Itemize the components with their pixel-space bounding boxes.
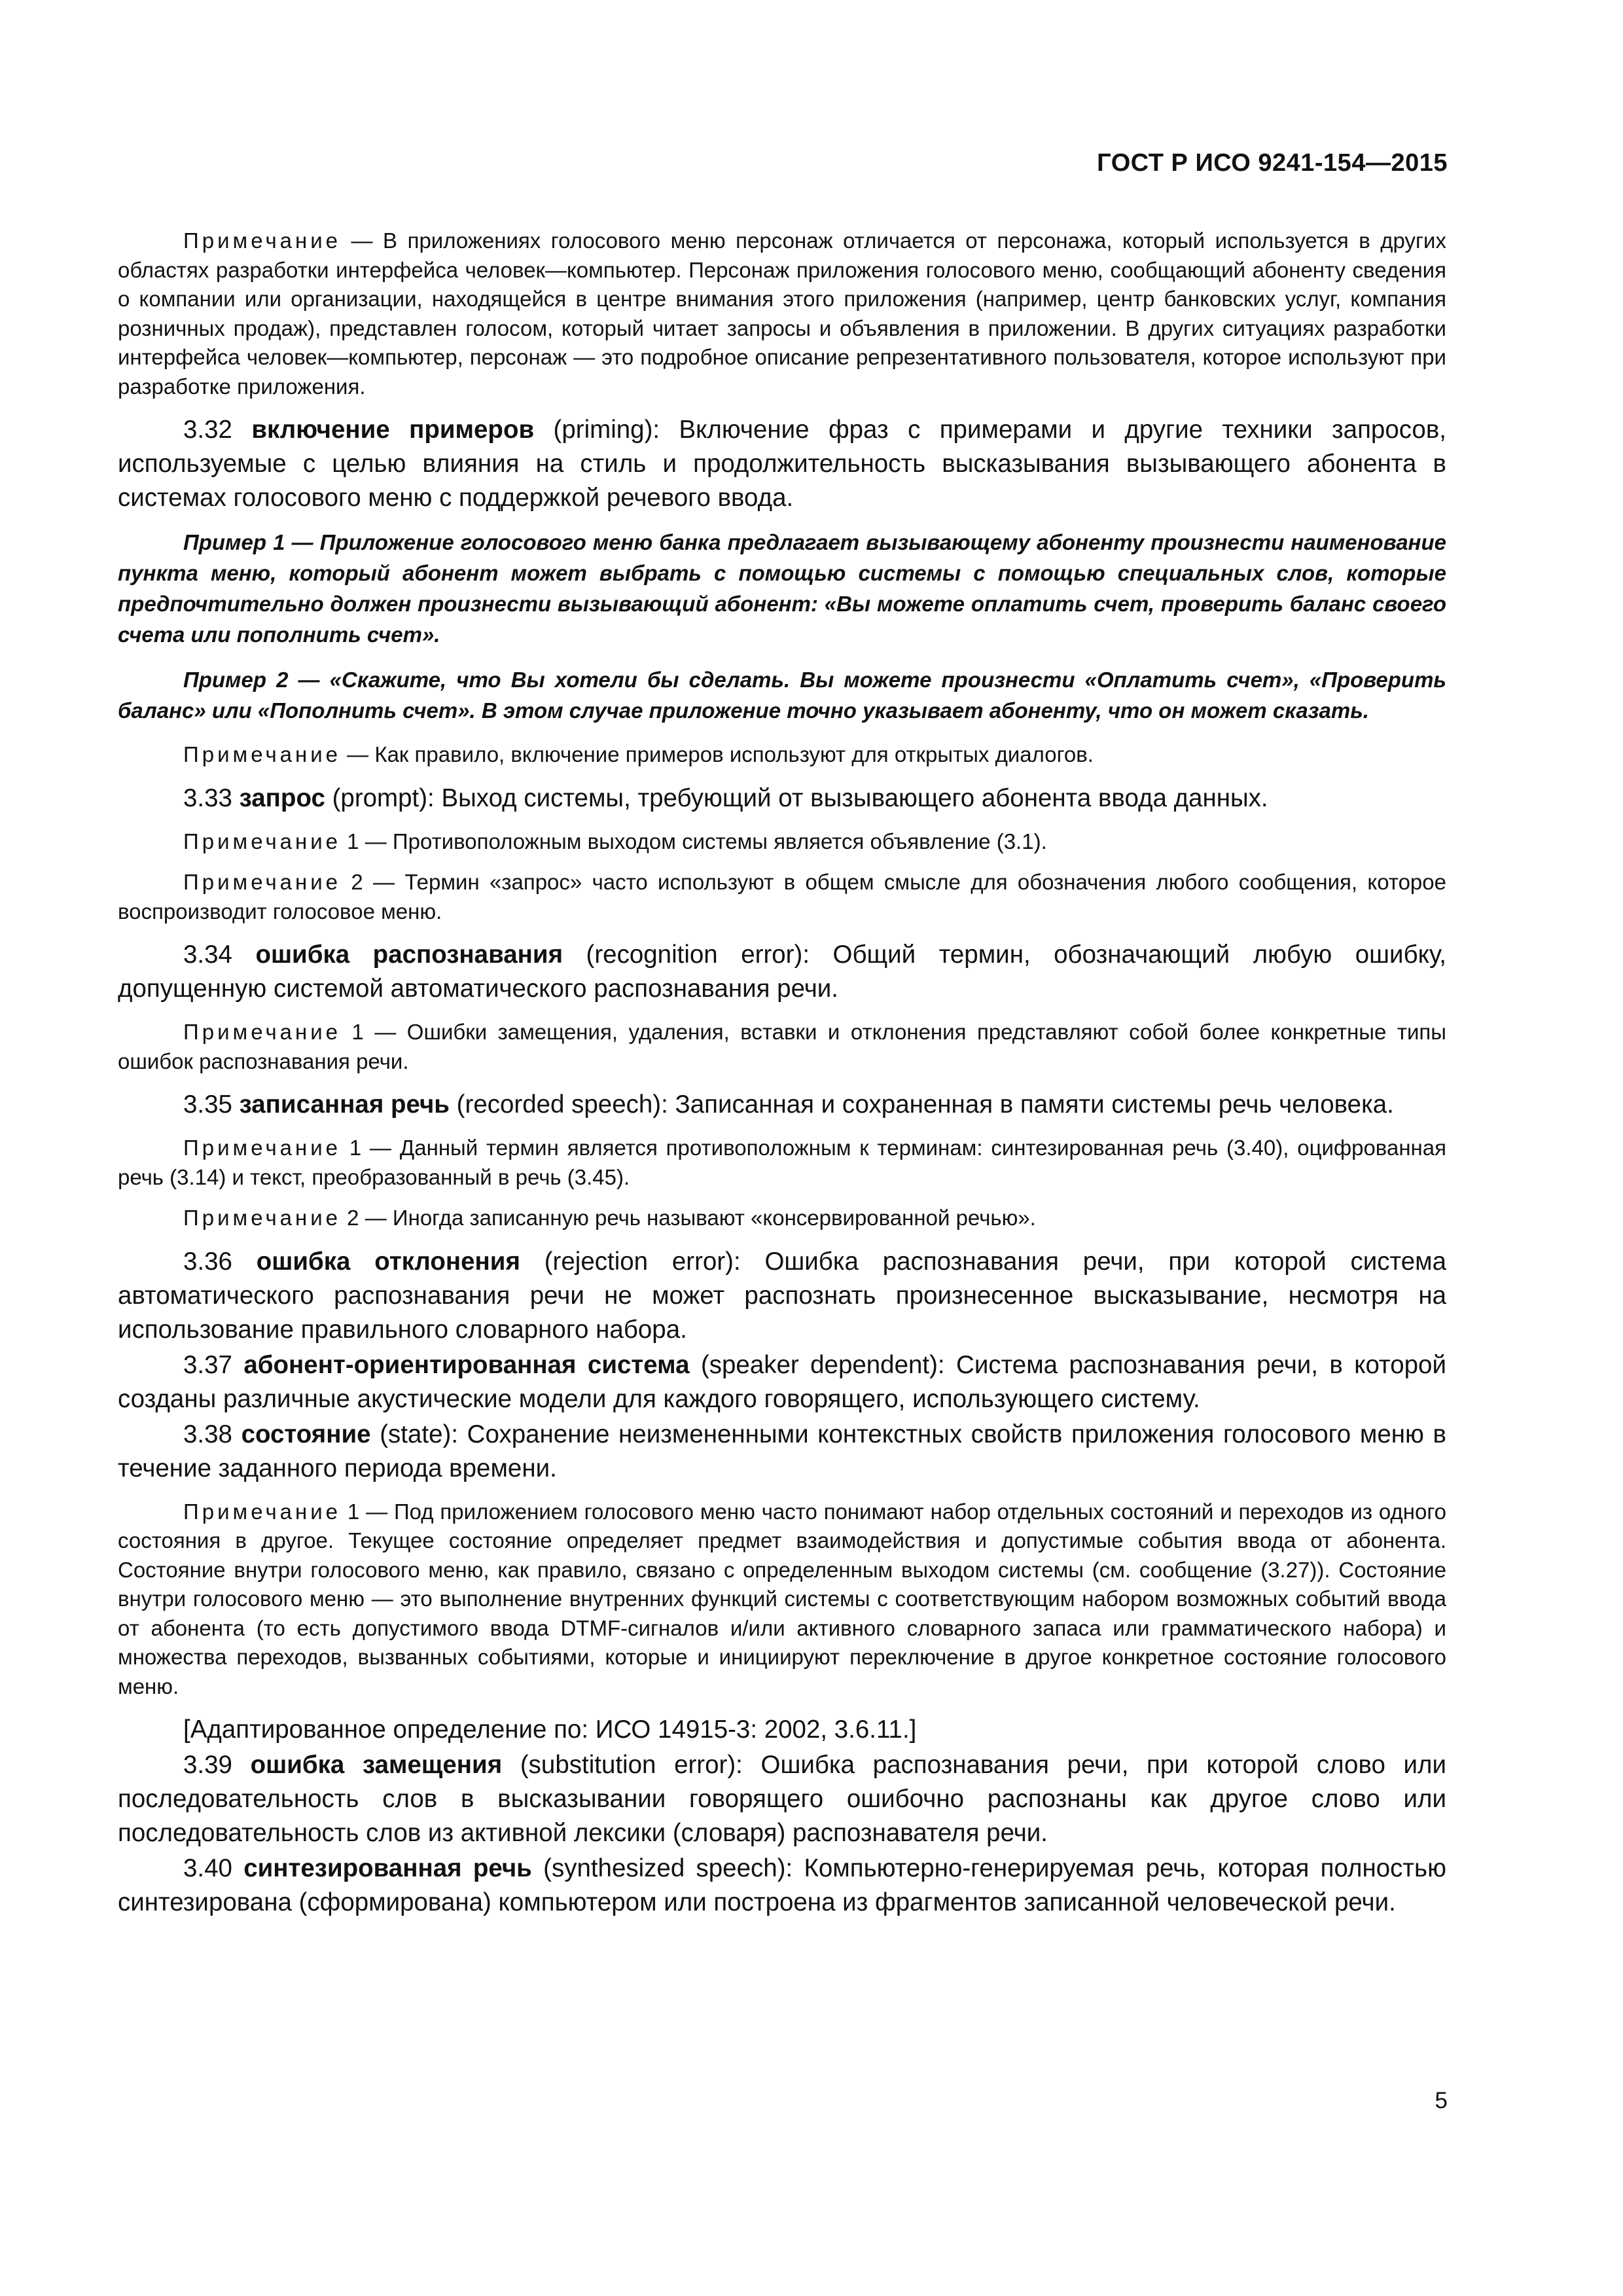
- note-label: Примечание: [183, 1206, 342, 1230]
- note-label: Примечание: [183, 228, 342, 253]
- defined-term: запрос: [239, 783, 325, 812]
- note-paragraph: [118, 740, 1446, 770]
- note-paragraph: [118, 1134, 1446, 1192]
- definition-text: (rejection error): Ошибка распознавания речи, при которой система автоматического распознавания речи не может распознать произнесенное высказывание, несмотря на использование правильного словарного набора.: [118, 1247, 1447, 1344]
- example-paragraph: Пример 1 — Приложение голосового меню банка предлагает вызывающему абоненту произнести наименование пункта меню, который абонент может выбрать с помощью системы с помощью специальных слов, которые предпочтительно должен произнести вызывающий абонент: «Вы можете оплатить счет, проверить баланс своего счета или пополнить счет».: [118, 530, 1446, 647]
- clause-number: 3.37: [183, 1350, 244, 1379]
- defined-term: ошибка отклонения: [256, 1247, 520, 1276]
- clause-number: 3.36: [183, 1247, 257, 1276]
- definition-paragraph: [118, 1348, 1446, 1416]
- defined-term: записанная речь: [239, 1090, 450, 1119]
- note-label: Примечание: [183, 1499, 342, 1524]
- definition-text: [Адаптированное определение по: ИСО 14915-3: 2002, 3.6.11.]: [183, 1715, 917, 1744]
- definition-paragraph: [118, 1852, 1446, 1920]
- defined-term: синтезированная речь: [243, 1854, 532, 1882]
- note-text: — В приложениях голосового меню персонаж отличается от персонажа, который используется в других областях разработки интерфейса человек—компьютер. Персонаж приложения голосового меню, сообщающий абоненту сведения о компании или организации, находящейся в центре внимания этого приложения (например, центр банковских услуг, компания розничных продаж), представлен голосом, который читает запросы и объявления в приложении. В других ситуациях разработки интерфейса человек—компьютер, персонаж — это подробное описание репрезентативного пользователя, которое используют при разработке приложения.: [118, 228, 1446, 399]
- note-text: 1 — Ошибки замещения, удаления, вставки и отклонения представляют собой более конкретные типы ошибок распознавания речи.: [118, 1020, 1446, 1073]
- definition-text: (state): Сохранение неизмененными контекстных свойств приложения голосового меню в течение заданного периода времени.: [118, 1420, 1446, 1482]
- note-label: Примечание: [183, 829, 342, 853]
- defined-term: ошибка распознавания: [255, 941, 563, 969]
- definition-paragraph: [118, 413, 1446, 515]
- note-text: 2 — Термин «запрос» часто используют в общем смысле для обозначения любого сообщения, которое воспроизводит голосовое меню.: [118, 870, 1446, 924]
- definition-text: (synthesized speech): Компьютерно-генерируемая речь, которая полностью синтезирована (сформирована) компьютером или построена из фрагментов записанной человеческой речи.: [118, 1854, 1446, 1916]
- note-text: 1 — Под приложением голосового меню часто понимают набор отдельных состояний и переходов из одного состояния в другое. Текущее состояние определяет предмет взаимодействия и допустимые события ввода от абонента. Состояние внутри голосового меню, как правило, связано с определенным выходом системы (см. сообщение (3.27)). Состояние внутри голосового меню — это выполнение внутренних функций системы с соответствующим набором возможных событий ввода от абонента (то есть допустимого ввода DTMF-сигналов и/или активного словарного запаса или грамматического набора) и множества переходов, вызванных событиями, которые и инициируют переключение в другое конкретное состояние голосового меню.: [118, 1499, 1446, 1698]
- definition-text: (recognition error): Общий термин, обозначающий любую ошибку, допущенную системой автоматического распознавания речи.: [118, 941, 1446, 1003]
- definition-paragraph: [118, 1245, 1446, 1347]
- note-paragraph: [118, 868, 1446, 926]
- note-text: 1 — Противоположным выходом системы является объявление (3.1).: [341, 829, 1047, 853]
- definition-text: (substitution error): Ошибка распознавания речи, при которой слово или последовательность слов в высказывании говорящего ошибочно распознаны как другое слово или последовательность слов из активной лексики (словаря) распознавателя речи.: [118, 1751, 1446, 1847]
- note-text: 1 — Данный термин является противоположным к терминам: синтезированная речь (3.40), оцифрованная речь (3.14) и текст, преобразованный в речь (3.45).: [118, 1136, 1446, 1189]
- defined-term: ошибка замещения: [250, 1751, 503, 1779]
- definition-paragraph: [118, 1418, 1446, 1486]
- note-paragraph: [118, 827, 1446, 857]
- note-paragraph: [118, 226, 1446, 401]
- note-paragraph: [118, 1018, 1446, 1076]
- definition-paragraph: [118, 1748, 1446, 1850]
- defined-term: абонент-ориентированная система: [243, 1350, 690, 1379]
- clause-number: 3.35: [183, 1090, 240, 1119]
- defined-term: включение примеров: [251, 416, 535, 444]
- clause-number: 3.40: [183, 1854, 244, 1882]
- definition-text: (prompt): Выход системы, требующий от вызывающего абонента ввода данных.: [325, 783, 1268, 812]
- clause-number: 3.34: [183, 941, 256, 969]
- note-label: Примечание: [183, 742, 342, 766]
- clause-number: 3.32: [183, 416, 252, 444]
- standard-code-header: ГОСТ Р ИСО 9241-154—2015: [1097, 149, 1448, 177]
- defined-term: состояние: [241, 1420, 371, 1448]
- definition-paragraph: [118, 1713, 1446, 1747]
- note-text: — Как правило, включение примеров используют для открытых диалогов.: [341, 742, 1094, 766]
- example-paragraph: Пример 2 — «Скажите, что Вы хотели бы сделать. Вы можете произнести «Оплатить счет», «Проверить баланс» или «Пополнить счет». В этом случае приложение точно указывает абоненту, что он может сказать.: [118, 668, 1446, 723]
- document-body: [118, 226, 1446, 1921]
- page-number: 5: [1435, 2088, 1448, 2113]
- definition-text: (recorded speech): Записанная и сохраненная в памяти системы речь человека.: [449, 1090, 1394, 1119]
- clause-number: 3.38: [183, 1420, 241, 1448]
- definition-text: (priming): Включение фраз с примерами и другие техники запросов, используемые с целью влияния на стиль и продолжительность высказывания вызывающего абонента в системах голосового меню с поддержкой речевого ввода.: [118, 416, 1446, 512]
- note-paragraph: [118, 1204, 1446, 1233]
- note-label: Примечание: [183, 1020, 342, 1044]
- clause-number: 3.39: [183, 1751, 251, 1779]
- note-text: 2 — Иногда записанную речь называют «консервированной речью».: [341, 1206, 1036, 1230]
- definition-paragraph: [118, 1088, 1446, 1122]
- definition-paragraph: [118, 781, 1446, 816]
- note-paragraph: [118, 1498, 1446, 1702]
- clause-number: 3.33: [183, 783, 240, 812]
- note-label: Примечание: [183, 1136, 342, 1160]
- definition-text: (speaker dependent): Система распознавания речи, в которой созданы различные акустические модели для каждого говорящего, использующего систему.: [118, 1350, 1446, 1413]
- note-label: Примечание: [183, 870, 342, 894]
- definition-paragraph: [118, 938, 1446, 1006]
